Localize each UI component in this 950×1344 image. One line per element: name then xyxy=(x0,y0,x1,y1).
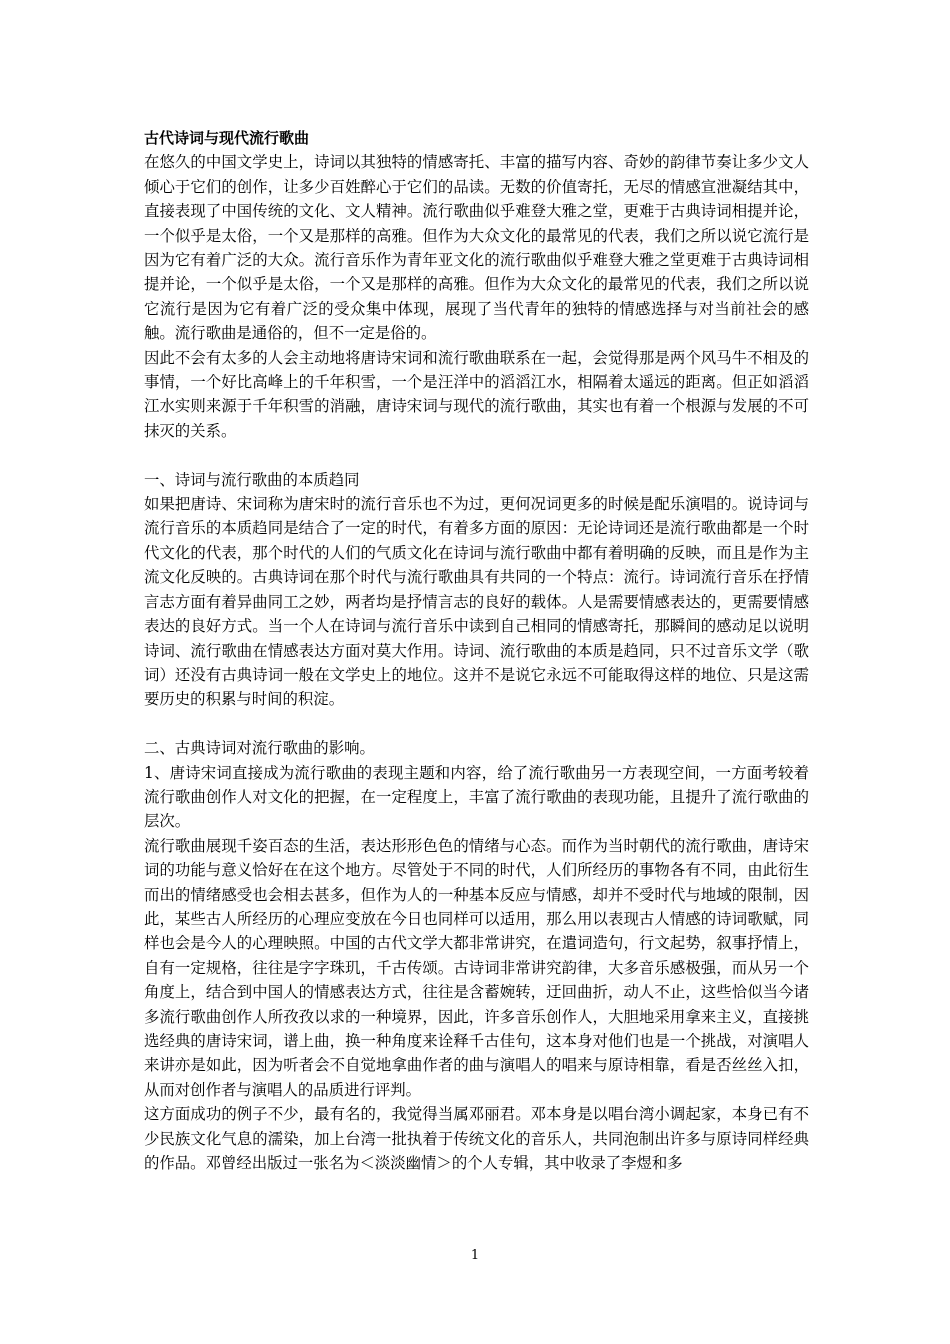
page-number: 1 xyxy=(470,1248,480,1263)
document-title: 古代诗词与现代流行歌曲 xyxy=(144,129,310,147)
intro-paragraph-2: 因此不会有太多的人会主动地将唐诗宋词和流行歌曲联系在一起，会觉得那是两个风马牛不相及的事情，一个好比高峰上的千年积雪，一个是汪洋中的滔滔江水，相隔着太遥远的距离。但正如滔滔江水实则来源于千年积雪的消融，唐诗宋词与现代的流行歌曲，其实也有着一个根源与发展的不可抹灭的关系。 xyxy=(144,348,809,440)
blank-line xyxy=(144,443,809,467)
section-1-heading: 一、诗词与流行歌曲的本质趋同 xyxy=(144,470,360,489)
section-2-paragraph-b: 这方面成功的例子不少，最有名的，我觉得当属邓丽君。邓本身是以唱台湾小调起家，本身已有不少民族文化气息的濡染，加上台湾一批执着于传统文化的音乐人，共同泡制出许多与原诗同样经典的作品。邓曾经出版过一张名为＜淡淡幽情＞的个人专辑，其中收录了李煜和多 xyxy=(144,1105,809,1173)
section-1-paragraph: 如果把唐诗、宋词称为唐宋时的流行音乐也不为过，更何况词更多的时候是配乐演唱的。说诗词与流行音乐的本质趋同是结合了一定的时代，有着多方面的原因：无论诗词还是流行歌曲都是一个时代文化的代表，那个时代的人们的气质文化在诗词与流行歌曲中都有着明确的反映，而且是作为主流文化反映的。古典诗词在那个时代与流行歌曲具有共同的一个特点：流行。诗词流行音乐在抒情言志方面有着异曲同工之妙，两者均是抒情言志的良好的载体。人是需要情感表达的，更需要情感表达的良好方式。当一个人在诗词与流行音乐中读到自己相同的情感寄托，那瞬间的感动足以说明诗词、流行歌曲在情感表达方面对莫大作用。诗词、流行歌曲的本质是趋同，只不过音乐文学（歌词）还没有古典诗词一般在文学史上的地位。这并不是说它永远不可能取得这样的地位、只是这需要历史的积累与时间的积淀。 xyxy=(144,495,809,709)
section-2-point-1: 1、唐诗宋词直接成为流行歌曲的表现主题和内容，给了流行歌曲另一方表现空间，一方面考较着流行歌曲创作人对文化的把握，在一定程度上，丰富了流行歌曲的表现功能，且提升了流行歌曲的层次。 xyxy=(144,763,809,831)
blank-line xyxy=(144,712,809,736)
section-2-paragraph-a: 流行歌曲展现千姿百态的生活，表达形形色色的情绪与心态。而作为当时朝代的流行歌曲，唐诗宋词的功能与意义恰好在在这个地方。尽管处于不同的时代，人们所经历的事物各有不同，由此衍生而出的情绪感受也会相去甚多，但作为人的一种基本反应与情感，却并不受时代与地域的限制，因此，某些古人所经历的心理应变放在今日也同样可以适用，那么用以表现古人情感的诗词歌赋，同样也会是今人的心理映照。中国的古代文学大都非常讲究，在遣词造句，行文起势，叙事抒情上，自有一定规格，往往是字字珠玑，千古传颂。古诗词非常讲究韵律，大多音乐感极强，而从另一个角度上，结合到中国人的情感表达方式，往往是含蓄婉转，迂回曲折，动人不止，这些恰似当今诸多流行歌曲创作人所孜孜以求的一种境界，因此，许多音乐创作人，大胆地采用拿来主义，直接挑选经典的唐诗宋词，谱上曲，换一种角度来诠释千古佳句，这本身对他们也是一个挑战，对演唱人来讲亦是如此，因为听者会不自觉地拿曲作者的曲与演唱人的唱来与原诗相靠，看是否丝丝入扣，从而对创作者与演唱人的品质进行评判。 xyxy=(144,836,809,1099)
intro-paragraph-1: 在悠久的中国文学史上，诗词以其独特的情感寄托、丰富的描写内容、奇妙的韵律节奏让多少文人倾心于它们的创作，让多少百姓醉心于它们的品读。无数的价值寄托，无尽的情感宣泄凝结其中，直接表现了中国传统的文化、文人精神。流行歌曲似乎难登大雅之堂，更难于古典诗词相提并论，一个似乎是太俗，一个又是那样的高雅。但作为大众文化的最常见的代表，我们之所以说它流行是因为它有着广泛的大众。流行音乐作为青年亚文化的流行歌曲似乎难登大雅之堂更难于古典诗词相提并论，一个似乎是太俗，一个又是那样的高雅。但作为大众文化的最常见的代表，我们之所以说它流行是因为它有着广泛的受众集中体现，展现了当代青年的独特的情感选择与对当前社会的感触。流行歌曲是通俗的，但不一定是俗的。 xyxy=(144,153,809,343)
document-body xyxy=(144,126,809,1175)
section-2-heading: 二、古典诗词对流行歌曲的影响。 xyxy=(144,739,375,758)
